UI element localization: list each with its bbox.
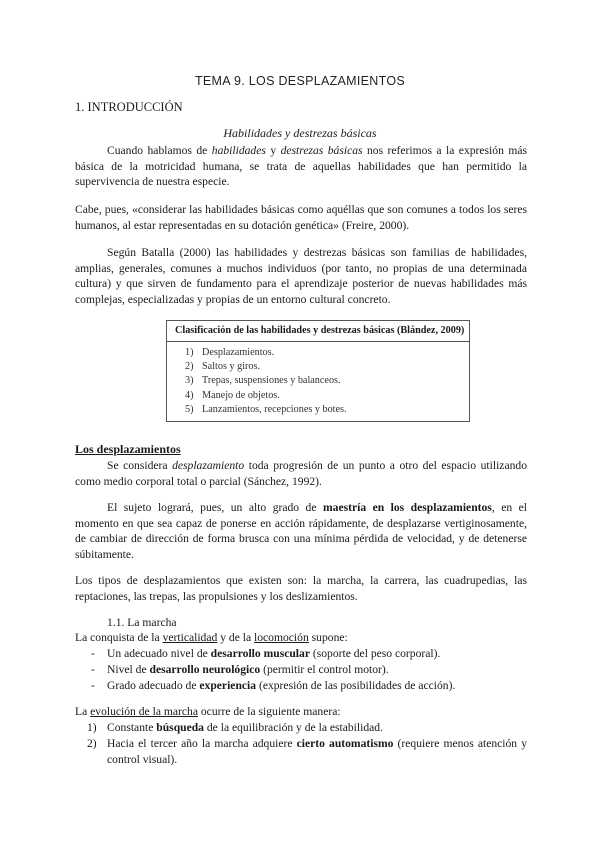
text: ocurre de la siguiente manera: (197, 705, 341, 718)
list-item (185, 374, 469, 388)
bold-term: maestría en los desplazamientos (322, 501, 492, 514)
desplazamientos-paragraph-3: Los tipos de desplazamientos que existen son: la marcha, la carrera, las cuadrupedias, las reptaciones, las trepas, las propulsiones y los deslizamientos. (75, 574, 527, 603)
bold-term: cierto automatismo (296, 737, 394, 750)
classification-table-title: Clasificación de las habilidades y destrezas básicas (Blández, 2009) (167, 321, 469, 342)
italic-term: habilidades (211, 144, 266, 157)
bullet-dash: - (91, 663, 95, 676)
document-title: TEMA 9. LOS DESPLAZAMIENTOS (194, 74, 405, 88)
bullet-dash: - (91, 647, 95, 660)
intro-paragraph-1 (75, 143, 527, 190)
bullet-item (0, 662, 600, 678)
item-text (107, 736, 527, 767)
desplazamientos-paragraph-1 (75, 458, 527, 489)
underlined-term: evolución de la marcha (90, 705, 198, 718)
item-number: 2) (87, 737, 97, 750)
text: El sujeto logrará, pues, un alto grado de (107, 501, 323, 514)
classification-table (166, 320, 470, 422)
item-text: Manejo de objetos. (202, 389, 280, 401)
list-item (185, 403, 469, 417)
text: toda progresión de un punto a otro del espacio utilizando como medio corporal total o parcial (Sánchez, 1992). (75, 459, 527, 488)
text: (expresión de las posibilidades de acción). (256, 679, 456, 692)
text: (requiere menos atención y control visual). (107, 737, 528, 766)
bullet-item (0, 678, 600, 694)
italic-term: desplazamiento (172, 459, 245, 472)
bold-term: experiencia (199, 679, 257, 692)
item-number: 5) (185, 403, 194, 415)
bullet-text (107, 678, 455, 694)
numbered-item (0, 736, 600, 768)
bullet-text (107, 646, 440, 662)
item-text: Trepas, suspensiones y balanceos. (202, 375, 341, 387)
subsection-title: Habilidades y destrezas básicas (223, 126, 377, 140)
text: Un adecuado nivel de (107, 647, 211, 660)
text: Constante (107, 721, 157, 734)
text: Se considera (107, 459, 173, 472)
item-number: 1) (87, 721, 97, 734)
text: La conquista de la (75, 631, 163, 644)
bold-term: búsqueda (156, 721, 204, 734)
bullet-item (0, 646, 600, 662)
item-text: Lanzamientos, recepciones y botes. (202, 403, 347, 415)
bold-term: desarrollo muscular (210, 647, 310, 660)
text: (soporte del peso corporal). (309, 647, 441, 660)
italic-term: destrezas básicas (280, 144, 363, 157)
item-text: Saltos y giros. (202, 361, 261, 373)
desplazamientos-paragraph-2 (75, 500, 527, 562)
item-number: 3) (185, 375, 194, 387)
list-item (185, 360, 469, 374)
text: Cuando hablamos de (107, 144, 212, 157)
item-text: Desplazamientos. (202, 347, 275, 358)
section-heading-introduccion: 1. INTRODUCCIÓN (75, 100, 183, 114)
bullet-text (107, 662, 389, 678)
subsection-heading-marcha: 1.1. La marcha (107, 616, 177, 629)
numbered-item (0, 720, 600, 736)
text: (permitir el control motor). (260, 663, 389, 676)
underlined-term: locomoción (254, 631, 309, 644)
marcha-intro (75, 630, 348, 646)
list-item (185, 389, 469, 403)
bullet-dash: - (91, 679, 95, 692)
text: , en el momento en que sea capaz de ponerse en acción rápidamente, de desplazarse vertiginosamente, de cambiar de dirección de forma brusca con una mínima pérdida de velocidad, y de detenerse súbitamente. (75, 501, 527, 561)
list-item (185, 346, 469, 360)
text: y de la (217, 631, 255, 644)
text: Hacia el tercer año la marcha adquiere (107, 737, 297, 750)
item-number: 2) (185, 361, 194, 373)
item-number: 4) (185, 389, 194, 401)
bold-term: desarrollo neurológico (149, 663, 261, 676)
intro-paragraph-2: Cabe, pues, «considerar las habilidades básicas como aquéllas que son comunes a todos los seres humanos, al estar representadas en su dotación genética» (Freire, 2000). (75, 203, 527, 232)
intro-paragraph-3: Según Batalla (2000) las habilidades y destrezas básicas son familias de habilidades, amplias, generales, comunes a muchos individuos (por tanto, no propias de una determinada cultura) y que sirven de fundamento para el aprendizaje posterior de nuevas habilidades más complejas, especializadas y propias de un entorno cultural concreto. (75, 246, 527, 306)
evolution-intro (75, 704, 341, 720)
text: La (75, 705, 91, 718)
item-text (107, 720, 527, 736)
classification-list (167, 342, 469, 417)
section-heading-desplazamientos: Los desplazamientos (75, 442, 181, 456)
text: de la equilibración y de la estabilidad. (203, 721, 383, 734)
item-number: 1) (185, 347, 194, 358)
text: Grado adecuado de (107, 679, 200, 692)
text: supone: (308, 631, 348, 644)
text: nos referimos a la expresión más básica de la motricidad humana, se trata de aquellas habilidades que han permitido la supervivencia de nuestra especie. (75, 144, 527, 189)
text: Nivel de (107, 663, 150, 676)
text: y (265, 144, 281, 157)
underlined-term: verticalidad (162, 631, 218, 644)
